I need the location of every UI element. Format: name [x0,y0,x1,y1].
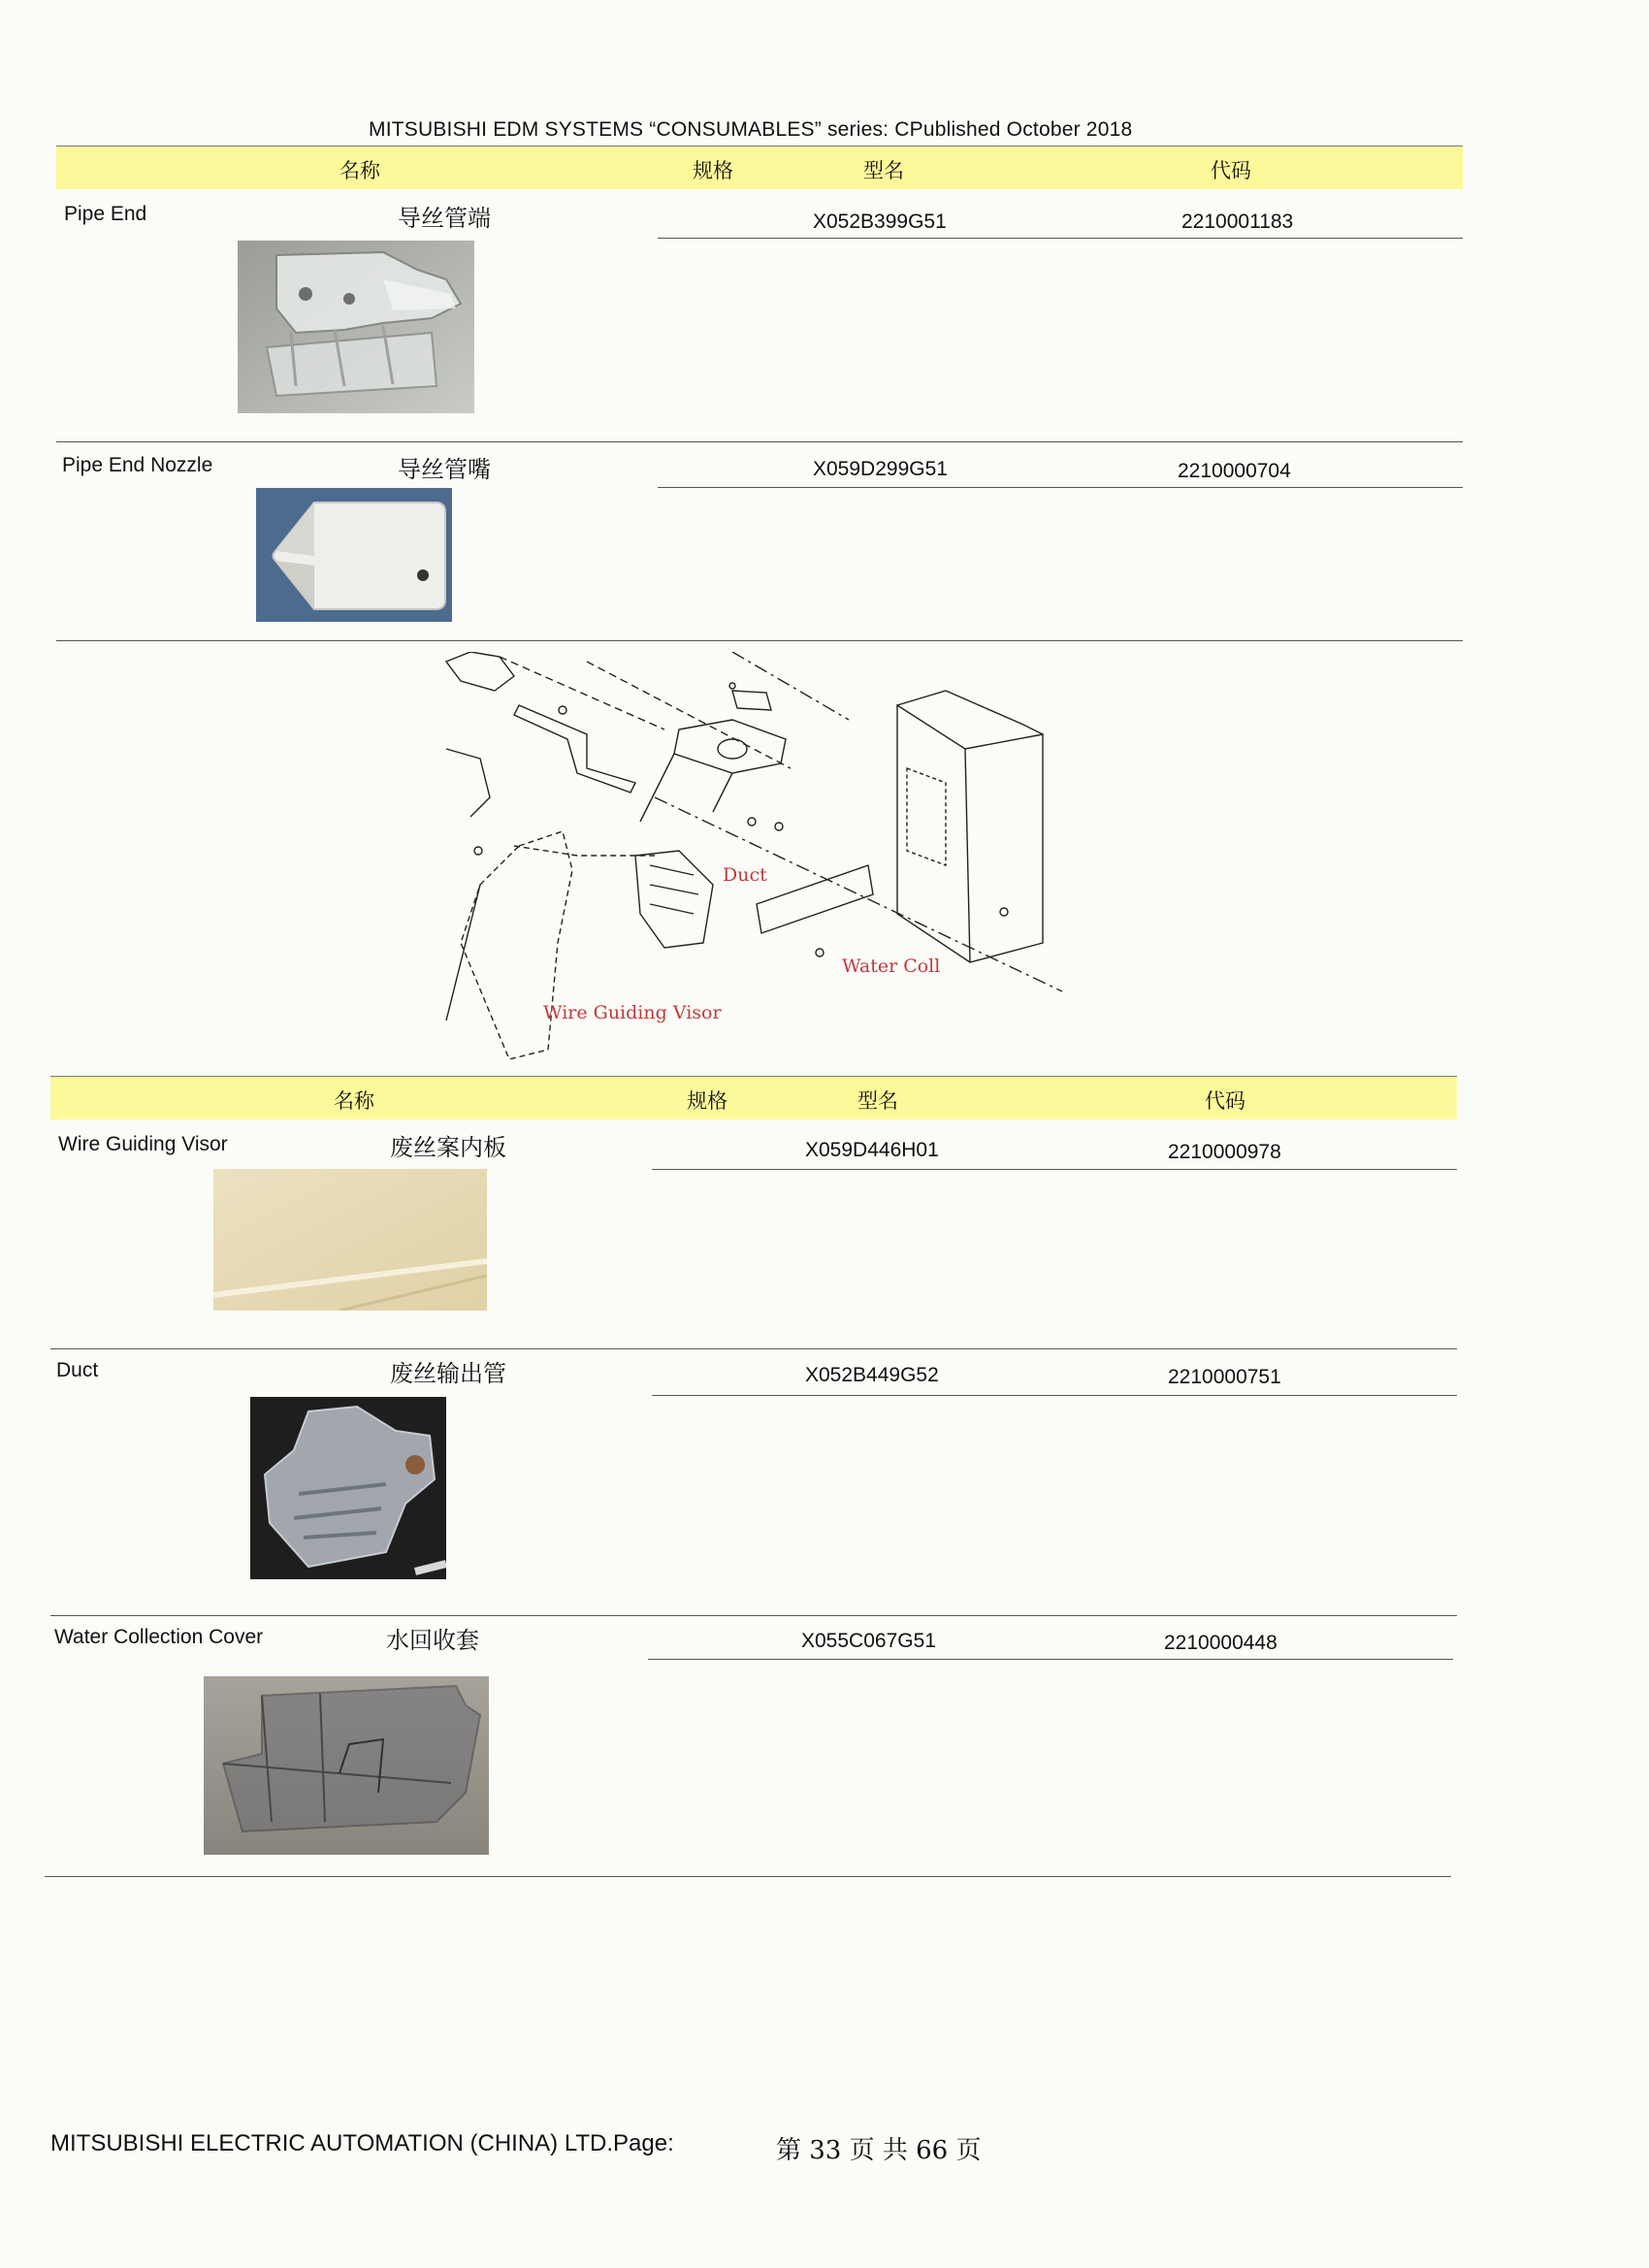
item-name-cn: 导丝管嘴 [398,456,491,483]
water-collection-cover-photo [204,1676,489,1855]
item-code: 2210000978 [1168,1141,1281,1163]
row-divider [648,1659,1453,1660]
item-name: Pipe End Nozzle [62,454,213,476]
row-divider [56,441,1463,442]
row-divider [652,1169,1457,1170]
item-model: X059D299G51 [813,458,948,480]
row-divider [45,1876,1451,1877]
col-name-header: 名称 [340,159,380,182]
footer-company: MITSUBISHI ELECTRIC AUTOMATION (CHINA) LTD.Page: [50,2130,674,2156]
col-name-header: 名称 [334,1089,374,1113]
item-model: X052B449G52 [805,1364,939,1386]
item-name: Pipe End [64,203,147,225]
item-code: 2210000751 [1168,1366,1281,1388]
item-name-cn: 废丝输出管 [390,1360,506,1387]
item-name: Wire Guiding Visor [58,1133,228,1155]
diagram-label-duct: Duct [723,864,767,886]
item-model: X059D446H01 [805,1139,939,1161]
item-name: Water Collection Cover [54,1626,264,1648]
col-spec-header: 规格 [693,159,733,182]
pipe-end-nozzle-photo [256,488,452,622]
footer-page: 第 33 页 共 66 页 [776,2136,982,2165]
col-code-header: 代码 [1211,159,1251,182]
duct-photo [250,1397,446,1579]
item-model: X052B399G51 [813,211,947,233]
diagram-label-water: Water Coll [842,956,941,977]
item-name-cn: 导丝管端 [398,205,491,232]
row-divider [658,238,1463,239]
col-model-header: 型名 [857,1089,898,1113]
col-model-header: 型名 [863,159,904,182]
diagram-label-visor: Wire Guiding Visor [543,1002,722,1023]
item-code: 2210000448 [1164,1632,1277,1654]
exploded-diagram [441,652,1111,1059]
wire-guiding-visor-photo [213,1169,487,1311]
row-divider [652,1395,1457,1396]
row-divider [56,640,1463,641]
item-name-cn: 废丝案内板 [390,1134,506,1161]
row-divider [50,1615,1457,1616]
col-code-header: 代码 [1205,1089,1245,1113]
item-name: Duct [56,1359,99,1381]
pipe-end-photo [238,241,474,413]
page-title: MITSUBISHI EDM SYSTEMS “CONSUMABLES” series: CPublished October 2018 [369,118,1133,141]
item-name-cn: 水回收套 [386,1627,479,1654]
row-divider [658,487,1463,488]
item-code: 2210001183 [1181,211,1294,233]
row-divider [50,1348,1457,1349]
table-header [56,146,1463,189]
item-code: 2210000704 [1178,460,1291,482]
col-spec-header: 规格 [687,1089,728,1113]
table-header [50,1076,1457,1119]
item-model: X055C067G51 [801,1630,936,1652]
